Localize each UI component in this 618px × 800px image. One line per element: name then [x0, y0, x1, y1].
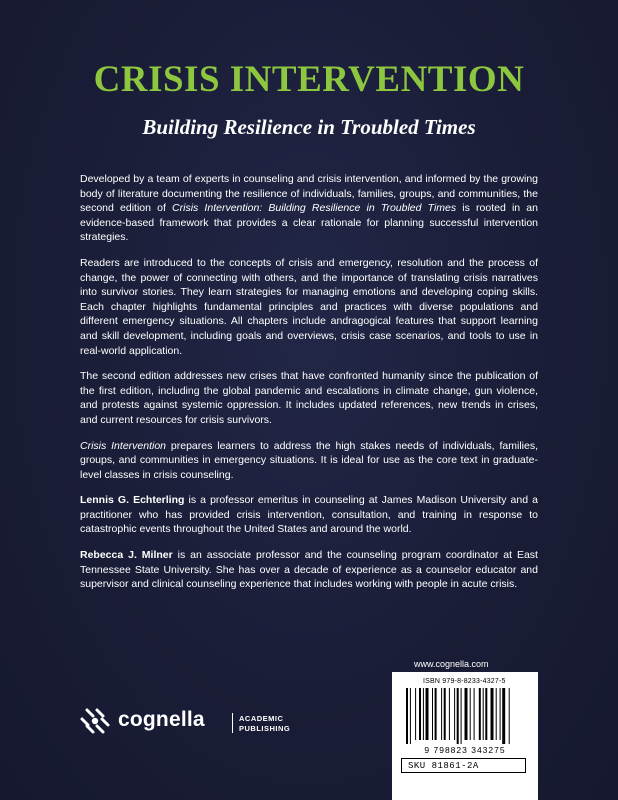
barcode-bar: [441, 688, 442, 740]
description-paragraph-4: [80, 439, 538, 483]
barcode-bar: [406, 688, 408, 744]
publisher-tagline-academic: ACADEMIC: [239, 714, 284, 723]
barcode-bar: [491, 688, 494, 740]
barcode-bar: [426, 688, 429, 740]
barcode-bar: [435, 688, 437, 740]
author-bio-text: is an associate professor and the counseling program coordinator at East Tennessee State University. She has over a decade of experience as a counselor educator and supervisor and clinical counseling experience that includes working with people in acute crisis.: [80, 549, 538, 591]
barcode-digits: 9 798823 343275: [424, 745, 506, 755]
barcode-bar: [432, 688, 433, 740]
author-name: Lennis G. Echterling: [80, 494, 185, 507]
barcode-bar: [509, 688, 510, 744]
author-bio-1: [80, 493, 538, 537]
barcode-bar: [449, 688, 450, 740]
barcode-bar: [496, 688, 497, 740]
publisher-name: cognella: [118, 708, 205, 731]
barcode-bar: [444, 688, 446, 740]
barcode-bar: [457, 688, 459, 744]
barcode-bar: [454, 688, 455, 740]
barcode-bar: [500, 688, 501, 740]
barcode-bar: [479, 688, 481, 740]
barcode-bar: [461, 688, 462, 744]
author-bio-text: is a professor emeritus in counseling at James Madison University and a practitioner who has provided crisis intervention, consultation, and training in response to catastrophic events throughout the United States and around the world.: [80, 494, 538, 536]
author-bio-2: [80, 548, 538, 592]
author-name: Rebecca J. Milner: [80, 549, 173, 562]
barcode-bar: [483, 688, 484, 740]
barcode-bar: [415, 688, 416, 740]
cognella-logo-icon: [78, 704, 112, 738]
description-text: Developed by a team of experts in counseling and crisis intervention, and informed by the growing body of literature documenting the resilience of individuals, families, groups, and communities, the second edition of: [80, 173, 538, 215]
barcode-bar: [474, 688, 475, 740]
description-text: is rooted in an evidence-based framework that provides a clear rationale for planning successful intervention strategies.: [80, 202, 538, 244]
barcode-bar: [485, 688, 487, 740]
barcode-bar: [419, 688, 421, 740]
isbn-text: ISBN 979-8-8233-4327-5: [423, 678, 506, 685]
barcode-bar: [470, 688, 471, 740]
barcode-bar: [502, 688, 505, 744]
book-title-reference: Crisis Intervention: Building Resilience in Troubled Times: [172, 202, 457, 215]
description-paragraph-2: Readers are introduced to the concepts of crisis and emergency, resolution and the process of change, the power of connecting with others, and the importance of translating crisis narratives into survivor stories. They learn strategies for managing emotions and developing coping skills. Each chapter highlights fundamental principles and practices with diverse populations and different emergency situations. All chapters include andragogical features that support learning and skill development, including goals and overviews, crisis case scenarios, and tools to use in real-world application.: [80, 256, 538, 357]
publisher-logo: [78, 704, 318, 740]
barcode-bar: [423, 688, 424, 740]
description-text: prepares learners to address the high stakes needs of individuals, families, groups, and communities in emergency situations. It is ideal for use as the core text in graduate-level classes in crisis counseling.: [80, 439, 538, 481]
description-paragraph-1: [80, 172, 538, 245]
book-title-reference: Crisis Intervention: [80, 439, 167, 452]
description-block: [80, 172, 538, 603]
isbn-barcode: [406, 688, 526, 744]
publisher-tagline-publishing: PUBLISHING: [239, 724, 291, 733]
logo-divider: [232, 713, 233, 733]
barcode-bar: [410, 688, 411, 744]
description-paragraph-3: The second edition addresses new crises that have confronted humanity since the publication of the first edition, including the global pandemic and escalations in climate change, gun violence, and protests against systemic oppression. It includes updated references, new trends in crises, and current resources for crisis survivors.: [80, 370, 538, 426]
sku-label: SKU 81861-2A: [401, 758, 526, 773]
publisher-url[interactable]: www.cognella.com: [414, 659, 489, 669]
barcode-bar: [465, 688, 468, 740]
book-subtitle: Building Resilience in Troubled Times: [142, 115, 476, 139]
book-title: CRISIS INTERVENTION: [93, 59, 525, 100]
